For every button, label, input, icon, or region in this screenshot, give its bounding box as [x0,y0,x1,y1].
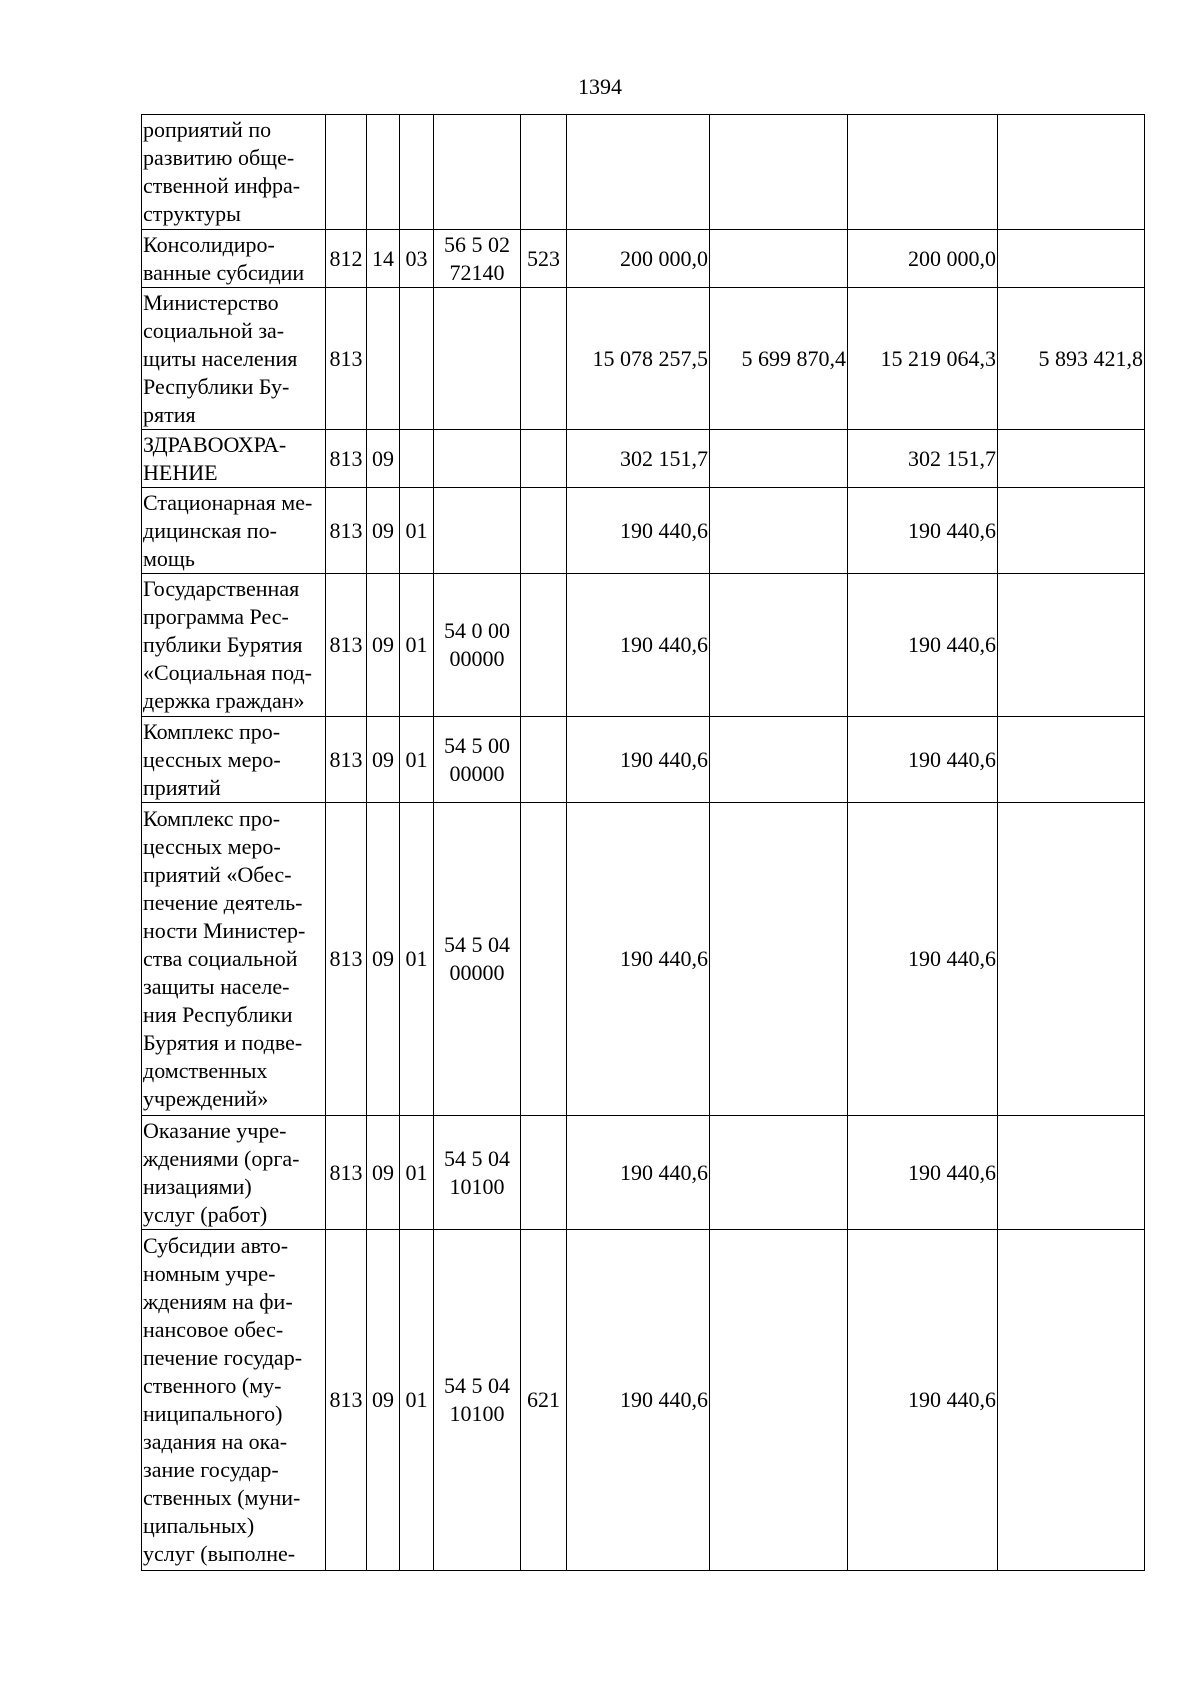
amount-1: 190 440,6 [567,574,710,717]
row-name [142,430,326,488]
row-name [142,115,326,230]
code-rz [367,115,400,230]
amount-4 [998,230,1145,288]
row-name [142,574,326,717]
amount-2 [710,488,848,574]
amount-3: 190 440,6 [848,1116,998,1230]
code-target-article [434,803,521,1116]
row-name-line: рятия [143,401,196,427]
row-name-line: публики Бурятия [143,632,303,657]
code-rz: 09 [367,1230,400,1571]
code-target-article-part: 56 5 02 [444,231,510,257]
table-row [142,115,1145,230]
code-pr [400,430,434,488]
row-name [142,1116,326,1230]
row-name-line: зание государ- [143,1457,279,1482]
code-gr: 813 [326,488,367,574]
amount-1: 190 440,6 [567,803,710,1116]
table-row [142,288,1145,430]
code-gr: 813 [326,430,367,488]
row-name-line: дицинская по- [143,517,277,543]
row-name-line: ства социальной [143,946,298,971]
row-name-line: задания на ока- [143,1429,288,1454]
code-rz: 09 [367,488,400,574]
amount-3: 190 440,6 [848,1230,998,1571]
amount-4 [998,430,1145,488]
code-expense-type [521,717,567,803]
code-target-article-part: 00000 [449,960,505,985]
code-target-article [434,1230,521,1571]
row-name-line: Государственная [143,576,300,601]
amount-3: 190 440,6 [848,717,998,803]
row-name-line: нансовое обес- [143,1317,284,1342]
row-name-line: ности Министер- [143,918,306,943]
code-target-article [434,430,521,488]
amount-1: 190 440,6 [567,1230,710,1571]
row-name-line: Бурятия и подве- [143,1030,303,1055]
code-gr: 813 [326,717,367,803]
row-name-line: структуры [143,201,241,226]
amount-3: 15 219 064,3 [848,288,998,430]
code-rz: 14 [367,230,400,288]
code-pr: 01 [400,574,434,717]
amount-4 [998,574,1145,717]
code-target-article-part: 54 5 04 [444,932,510,957]
code-rz: 09 [367,1116,400,1230]
code-gr: 813 [326,1116,367,1230]
code-expense-type [521,288,567,430]
row-name-line: роприятий по [143,117,272,142]
row-name-line: социальной за- [143,317,285,343]
row-name [142,803,326,1116]
code-gr: 813 [326,574,367,717]
code-target-article-part: 54 5 04 [444,1373,510,1398]
row-name-line: ственной инфра- [143,173,301,198]
amount-3: 302 151,7 [848,430,998,488]
code-target-article [434,288,521,430]
amount-1: 190 440,6 [567,1116,710,1230]
row-name-line: услуг (выполне- [143,1541,296,1566]
code-pr [400,288,434,430]
table-body [142,115,1145,1571]
page-number: 1394 [578,74,622,99]
amount-3: 190 440,6 [848,803,998,1116]
table-row [142,803,1145,1116]
table-row [142,230,1145,288]
amount-3: 190 440,6 [848,488,998,574]
row-name-line: программа Рес- [143,604,289,629]
code-target-article-part: 54 5 04 [444,1145,510,1171]
amount-1: 190 440,6 [567,488,710,574]
row-name-line: мощь [143,545,195,571]
row-name-line: «Социальная под- [143,660,313,685]
amount-1: 15 078 257,5 [567,288,710,430]
code-pr [400,115,434,230]
row-name [142,288,326,430]
amount-2 [710,230,848,288]
amount-4: 5 893 421,8 [998,288,1145,430]
amount-4 [998,717,1145,803]
amount-1: 190 440,6 [567,717,710,803]
row-name-line: ЗДРАВООХРА- [143,431,287,457]
row-name-line: Республики Бу- [143,373,290,399]
row-name-line: ственных (муни- [143,1485,301,1510]
amount-2 [710,430,848,488]
code-target-article [434,230,521,288]
amount-4 [998,803,1145,1116]
row-name-line: Министерство [143,289,279,315]
row-name-line: Оказание учре- [143,1117,287,1143]
row-name-line: Субсидии авто- [143,1233,289,1258]
row-name-line: Комплекс про- [143,806,281,831]
amount-3 [848,115,998,230]
amount-2 [710,803,848,1116]
row-name-line: цессных меро- [143,834,281,859]
code-pr: 01 [400,803,434,1116]
code-expense-type: 621 [521,1230,567,1571]
code-target-article-part: 10100 [449,1173,505,1199]
row-name-line: защиты населе- [143,974,290,999]
code-expense-type [521,574,567,717]
code-gr: 812 [326,230,367,288]
table-row [142,717,1145,803]
row-name-line: ванные субсидии [143,259,305,285]
row-name-line: развитию обще- [143,145,295,170]
amount-2 [710,1116,848,1230]
amount-2 [710,574,848,717]
row-name-line: ципальных) [143,1513,255,1538]
code-target-article-part: 10100 [449,1401,505,1426]
amount-3: 190 440,6 [848,574,998,717]
code-target-article [434,488,521,574]
row-name-line: услуг (работ) [143,1201,268,1227]
code-target-article-part: 00000 [449,760,505,786]
row-name-line: НЕНИЕ [143,459,218,485]
row-name-line: низациями) [143,1173,252,1199]
amount-1: 302 151,7 [567,430,710,488]
row-name-line: домственных [143,1058,268,1083]
amount-2 [710,1230,848,1571]
row-name-line: печение деятель- [143,890,303,915]
code-target-article [434,717,521,803]
table-row [142,430,1145,488]
code-target-article [434,574,521,717]
amount-4 [998,488,1145,574]
row-name-line: Консолидиро- [143,231,275,257]
code-pr: 01 [400,717,434,803]
amount-2: 5 699 870,4 [710,288,848,430]
row-name-line: держка граждан» [143,688,305,713]
row-name [142,1230,326,1571]
code-expense-type [521,115,567,230]
code-expense-type [521,1116,567,1230]
row-name-line: цессных меро- [143,746,281,772]
budget-table [141,114,1145,1571]
code-pr: 01 [400,1116,434,1230]
row-name-line: номным учре- [143,1261,276,1286]
code-target-article [434,1116,521,1230]
row-name-line: приятий [143,774,221,800]
code-rz: 09 [367,717,400,803]
amount-4 [998,115,1145,230]
code-expense-type [521,488,567,574]
amount-1: 200 000,0 [567,230,710,288]
table-row [142,1116,1145,1230]
row-name [142,230,326,288]
amount-4 [998,1116,1145,1230]
code-target-article-part: 72140 [449,259,505,285]
code-gr: 813 [326,803,367,1116]
table-row [142,574,1145,717]
row-name-line: приятий «Обес- [143,862,292,887]
row-name-line: ниципального) [143,1401,283,1426]
amount-1 [567,115,710,230]
amount-3: 200 000,0 [848,230,998,288]
row-name-line: Комплекс про- [143,718,281,744]
code-target-article-part: 00000 [449,646,505,671]
row-name-line: учреждений» [143,1086,269,1111]
row-name-line: печение государ- [143,1345,303,1370]
code-target-article-part: 54 0 00 [444,618,510,643]
row-name-line: ственного (му- [143,1373,282,1398]
row-name-line: ждениями (орга- [143,1145,300,1171]
code-pr: 01 [400,488,434,574]
code-gr: 813 [326,288,367,430]
amount-2 [710,115,848,230]
row-name [142,488,326,574]
row-name-line: Стационарная ме- [143,489,313,515]
table-row [142,488,1145,574]
code-pr: 01 [400,1230,434,1571]
code-target-article-part: 54 5 00 [444,732,510,758]
table-row [142,1230,1145,1571]
amount-2 [710,717,848,803]
row-name-line: ждениям на фи- [143,1289,293,1314]
code-rz: 09 [367,574,400,717]
code-expense-type [521,803,567,1116]
amount-4 [998,1230,1145,1571]
code-target-article [434,115,521,230]
code-rz: 09 [367,803,400,1116]
code-expense-type [521,430,567,488]
code-gr: 813 [326,1230,367,1571]
row-name-line: ния Республики [143,1002,293,1027]
row-name [142,717,326,803]
code-pr: 03 [400,230,434,288]
code-gr [326,115,367,230]
code-rz [367,288,400,430]
code-rz: 09 [367,430,400,488]
code-expense-type: 523 [521,230,567,288]
row-name-line: щиты населения [143,345,298,371]
